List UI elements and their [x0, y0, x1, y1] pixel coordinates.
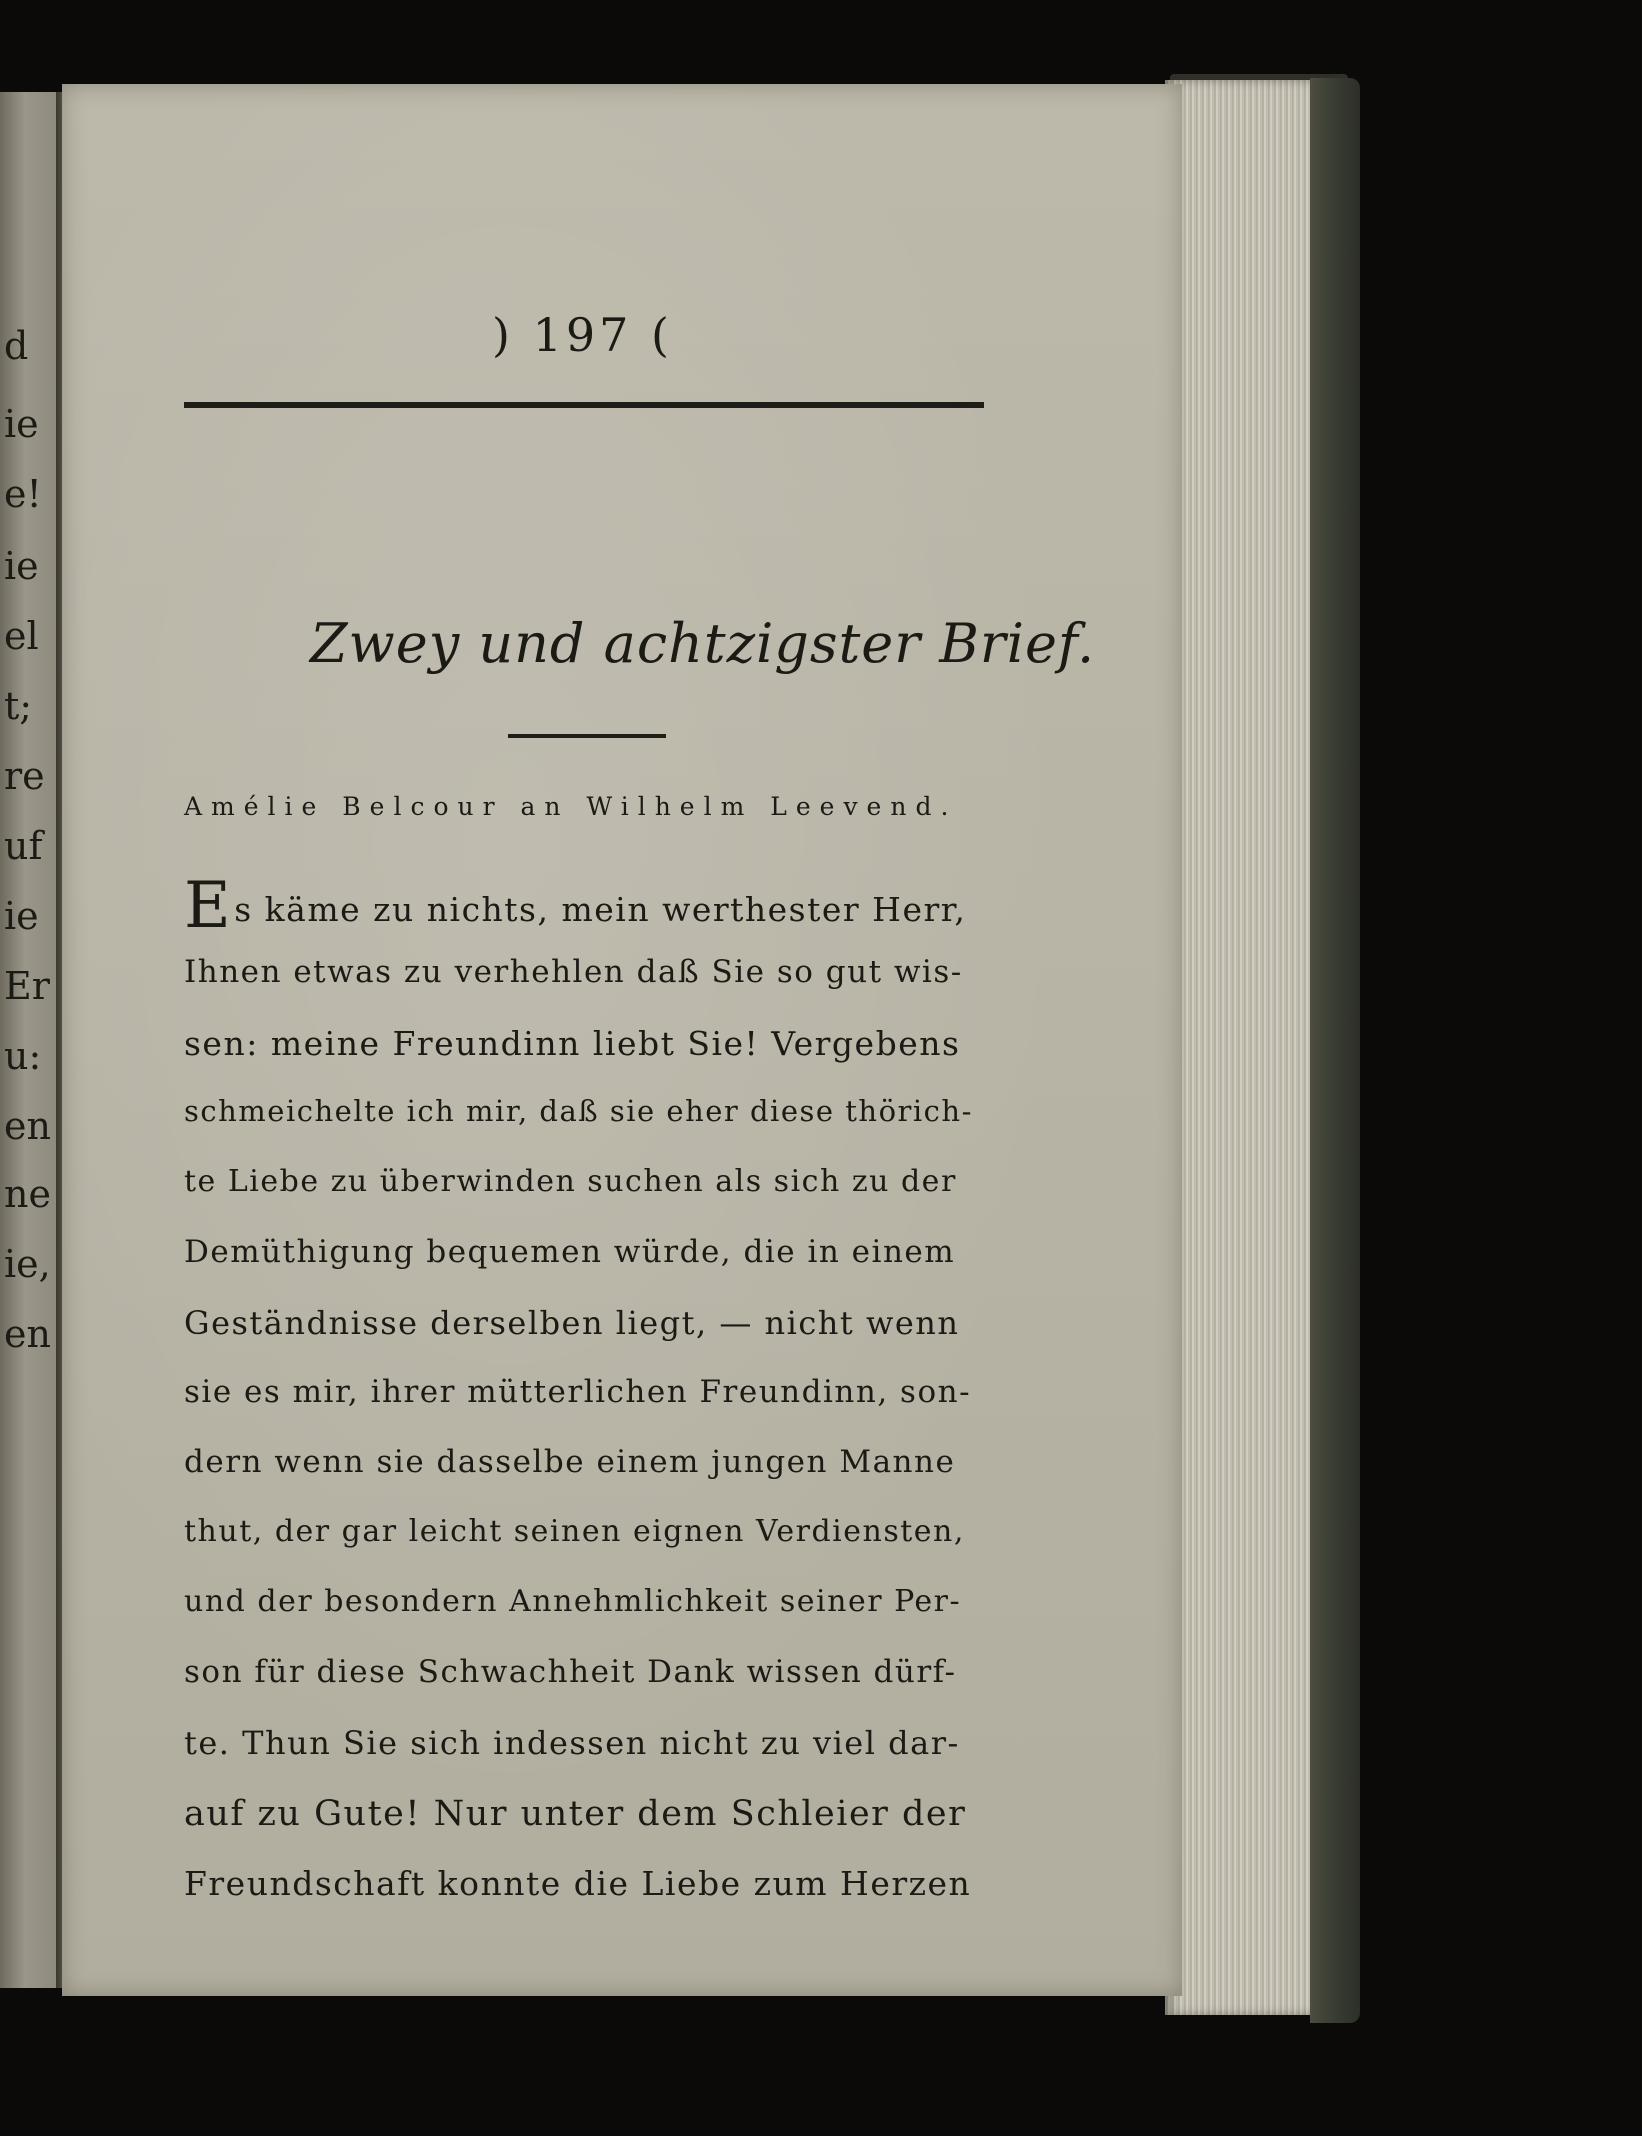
prev-page-fragment: u: [4, 1034, 42, 1078]
prev-page-fragment: ie [4, 894, 39, 938]
prev-page-fragment: Er [4, 964, 50, 1008]
page-stack-edges [1165, 80, 1320, 2015]
body-line: Demüthigung bequemen würde, die in einem [184, 1234, 956, 1270]
header-rule [184, 402, 984, 408]
body-line: son für diese Schwachheit Dank wissen dürf- [184, 1654, 957, 1690]
body-line: auf zu Gute! Nur unter dem Schleier der [184, 1794, 967, 1834]
first-line-text: s käme zu nichts, mein werthester Herr, [234, 890, 967, 929]
prev-page-fragment: ie [4, 402, 39, 446]
prev-page-fragment: e! [4, 472, 42, 516]
body-line: sie es mir, ihrer mütterlichen Freundinn, son- [184, 1374, 972, 1410]
letter-heading: Zwey und achtzigster Brief. [310, 612, 1096, 675]
book-cover-edge [1310, 78, 1360, 2023]
body-line [184, 869, 967, 943]
body-line: Geständnisse derselben liegt, — nicht wenn [184, 1304, 960, 1342]
previous-page-edge [0, 92, 62, 1988]
prev-page-fragment: ie, [4, 1242, 51, 1286]
prev-page-fragment: ne [4, 1172, 51, 1216]
prev-page-fragment: d [4, 324, 29, 368]
prev-page-fragment: en [4, 1104, 51, 1148]
prev-page-fragment: uf [4, 824, 43, 868]
body-line: thut, der gar leicht seinen eignen Verdiensten, [184, 1514, 965, 1549]
prev-page-fragment: t; [4, 684, 33, 728]
heading-rule [508, 734, 666, 738]
prev-page-fragment: re [4, 754, 45, 798]
prev-page-fragment: el [4, 614, 39, 658]
body-line: te. Thun Sie sich indessen nicht zu viel dar- [184, 1724, 960, 1762]
book-page [62, 84, 1182, 1996]
dropcap: E [184, 869, 233, 943]
body-line: sen: meine Freundinn liebt Sie! Vergebens [184, 1024, 961, 1063]
prev-page-fragment: ie [4, 544, 39, 588]
body-line: und der besondern Annehmlichkeit seiner Per- [184, 1584, 962, 1619]
body-line: dern wenn sie dasselbe einem jungen Manne [184, 1444, 956, 1480]
prev-page-fragment: en [4, 1312, 51, 1356]
body-line: Freundschaft konnte die Liebe zum Herzen [184, 1864, 972, 1903]
body-line: schmeichelte ich mir, daß sie eher diese thörich- [184, 1094, 973, 1128]
page-number: ) 197 ( [492, 308, 673, 362]
letter-salutation: Amélie Belcour an Wilhelm Leevend. [184, 792, 958, 821]
body-line: Ihnen etwas zu verhehlen daß Sie so gut wis- [184, 954, 963, 990]
body-line: te Liebe zu überwinden suchen als sich zu der [184, 1164, 957, 1199]
